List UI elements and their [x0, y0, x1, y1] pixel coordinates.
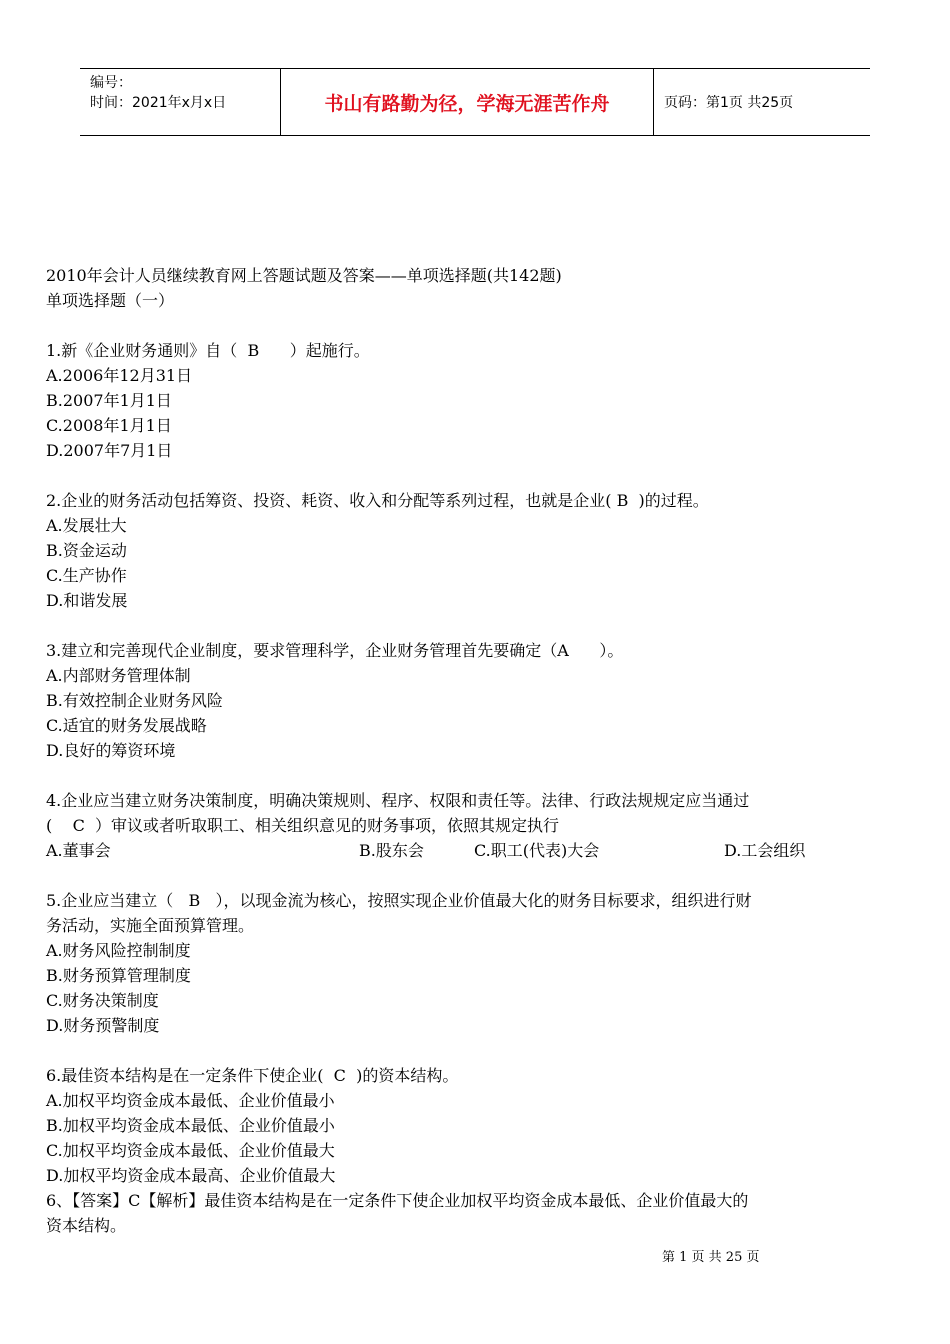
question-stem: 4.企业应当建立财务决策制度，明确决策规则、程序、权限和责任等。法律、行政法规规定应当通过 [46, 791, 750, 810]
option-row [46, 838, 906, 863]
document-body [46, 263, 906, 1238]
question-stem: 务活动，实施全面预算管理。 [46, 916, 255, 935]
answer-explanation: 资本结构。 [46, 1216, 127, 1235]
option: A.加权平均资金成本最低、企业价值最小 [46, 1091, 335, 1110]
date-line: 时间：2021年x月x日 [90, 95, 227, 111]
option: C.适宜的财务发展战略 [46, 716, 207, 735]
option: D.工会组织 [724, 841, 806, 860]
option: C.2008年1月1日 [46, 416, 172, 435]
option: B.资金运动 [46, 541, 127, 560]
option: A.内部财务管理体制 [46, 666, 191, 685]
option: C.职工(代表)大会 [474, 841, 600, 860]
question-2 [46, 488, 906, 613]
section-heading: 单项选择题（一） [46, 291, 175, 310]
option: A.财务风险控制制度 [46, 941, 191, 960]
option: C.财务决策制度 [46, 991, 159, 1010]
header-left-cell [80, 69, 281, 135]
option: D.良好的筹资环境 [46, 741, 176, 760]
page-info: 页码：第1页 共25页 [664, 95, 794, 111]
header-table [80, 68, 870, 136]
question-4 [46, 788, 906, 863]
doc-title: 2010年会计人员继续教育网上答题试题及答案——单项选择题(共142题) [46, 266, 562, 285]
page-footer: 第 1 页 共 25 页 [662, 1250, 760, 1265]
question-5 [46, 888, 906, 1038]
option: B.2007年1月1日 [46, 391, 172, 410]
number-label: 编号： [90, 75, 132, 91]
option: D.2007年7月1日 [46, 441, 173, 460]
question-1 [46, 338, 906, 463]
question-3 [46, 638, 906, 763]
option: D.财务预警制度 [46, 1016, 160, 1035]
question-stem: 6.最佳资本结构是在一定条件下使企业( C )的资本结构。 [46, 1066, 459, 1085]
option: D.加权平均资金成本最高、企业价值最大 [46, 1166, 336, 1185]
question-stem: 2.企业的财务活动包括筹资、投资、耗资、收入和分配等系列过程，也就是企业( B )的过程。 [46, 491, 709, 510]
option: A.董事会 [46, 841, 111, 860]
option: B.股东会 [359, 841, 424, 860]
option: D.和谐发展 [46, 591, 128, 610]
option: C.生产协作 [46, 566, 127, 585]
question-6 [46, 1063, 906, 1238]
option: B.财务预算管理制度 [46, 966, 191, 985]
option: B.加权平均资金成本最低、企业价值最小 [46, 1116, 335, 1135]
question-stem: 1.新《企业财务通则》自（ B ）起施行。 [46, 341, 370, 360]
question-stem: ( C ）审议或者听取职工、相关组织意见的财务事项，依照其规定执行 [46, 816, 560, 835]
option: A.2006年12月31日 [46, 366, 193, 385]
option: A.发展壮大 [46, 516, 127, 535]
option: C.加权平均资金成本最低、企业价值最大 [46, 1141, 335, 1160]
answer-explanation: 6、【答案】C【解析】最佳资本结构是在一定条件下使企业加权平均资金成本最低、企业价值最大的 [46, 1191, 749, 1210]
motto: 书山有路勤为径，学海无涯苦作舟 [281, 69, 654, 135]
option: B.有效控制企业财务风险 [46, 691, 223, 710]
question-stem: 3.建立和完善现代企业制度，要求管理科学，企业财务管理首先要确定（A ）。 [46, 641, 624, 660]
question-stem: 5.企业应当建立（ B ），以现金流为核心，按照实现企业价值最大化的财务目标要求，组织进行财 [46, 891, 752, 910]
